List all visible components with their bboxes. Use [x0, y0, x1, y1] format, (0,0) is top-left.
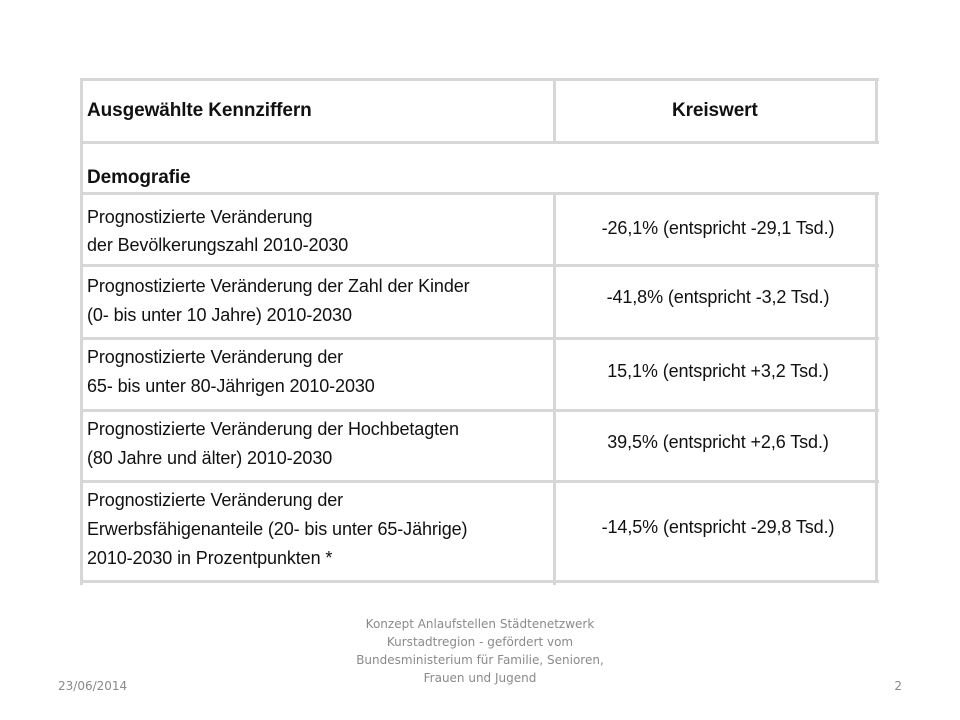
table-border-top [80, 78, 879, 81]
row-2-label-line-2: (0- bis unter 10 Jahre) 2010-2030 [87, 305, 352, 325]
row-3-value: 15,1% (entspricht +3,2 Tsd.) [607, 361, 829, 381]
indicator-table [80, 78, 879, 585]
row-1-label-line-2: der Bevölkerungszahl 2010-2030 [87, 235, 349, 255]
table-divider-section [80, 192, 879, 195]
table-border-bottom [80, 580, 879, 583]
table-divider-row-3 [80, 409, 879, 412]
footer-date: 23/06/2014 [58, 679, 128, 693]
footer-project-note-line-2: Kurstadtregion - gefördert vom [386, 635, 574, 649]
row-4-value: 39,5% (entspricht +2,6 Tsd.) [607, 432, 829, 452]
footer-project-note [330, 615, 630, 687]
table-divider-row-1 [80, 264, 879, 267]
table-divider-column-header [553, 78, 556, 144]
row-5-label-line-2: Erwerbsfähigenanteile (20- bis unter 65-Jährige) [87, 519, 468, 539]
header-selected-indicators: Ausgewählte Kennziffern [87, 100, 312, 121]
table-divider-row-2 [80, 337, 879, 340]
row-2-value: -41,8% (entspricht -3,2 Tsd.) [606, 287, 830, 307]
page-number: 2 [894, 679, 902, 693]
row-4-label-line-2: (80 Jahre und älter) 2010-2030 [87, 448, 333, 468]
row-5-label-line-1: Prognostizierte Veränderung der [87, 490, 344, 510]
row-5-label-line-3: 2010-2030 in Prozentpunkten * [87, 548, 333, 568]
row-1-label-line-1: Prognostizierte Veränderung [87, 207, 313, 227]
row-3-label-line-1: Prognostizierte Veränderung der [87, 347, 344, 367]
table-divider-column-body [553, 192, 556, 585]
table-divider-header [80, 141, 879, 144]
row-3-label-line-2: 65- bis unter 80-Jährigen 2010-2030 [87, 376, 375, 396]
table-border-left [80, 78, 83, 585]
section-demografie: Demografie [87, 167, 191, 188]
row-5-value: -14,5% (entspricht -29,8 Tsd.) [601, 517, 835, 537]
row-1-value: -26,1% (entspricht -29,1 Tsd.) [601, 218, 835, 238]
row-4-label-line-1: Prognostizierte Veränderung der Hochbetagten [87, 419, 459, 439]
header-district-value: Kreiswert [672, 100, 758, 121]
footer-project-note-line-3: Bundesministerium für Familie, Senioren, [356, 653, 604, 667]
footer-project-note-line-4: Frauen und Jugend [423, 671, 537, 685]
table-border-right-header [875, 78, 878, 144]
indicator-table-image [80, 78, 879, 585]
footer-project-note-line-1: Konzept Anlaufstellen Städtenetzwerk [365, 617, 595, 631]
row-2-label-line-1: Prognostizierte Veränderung der Zahl der Kinder [87, 276, 470, 296]
table-divider-row-4 [80, 480, 879, 483]
